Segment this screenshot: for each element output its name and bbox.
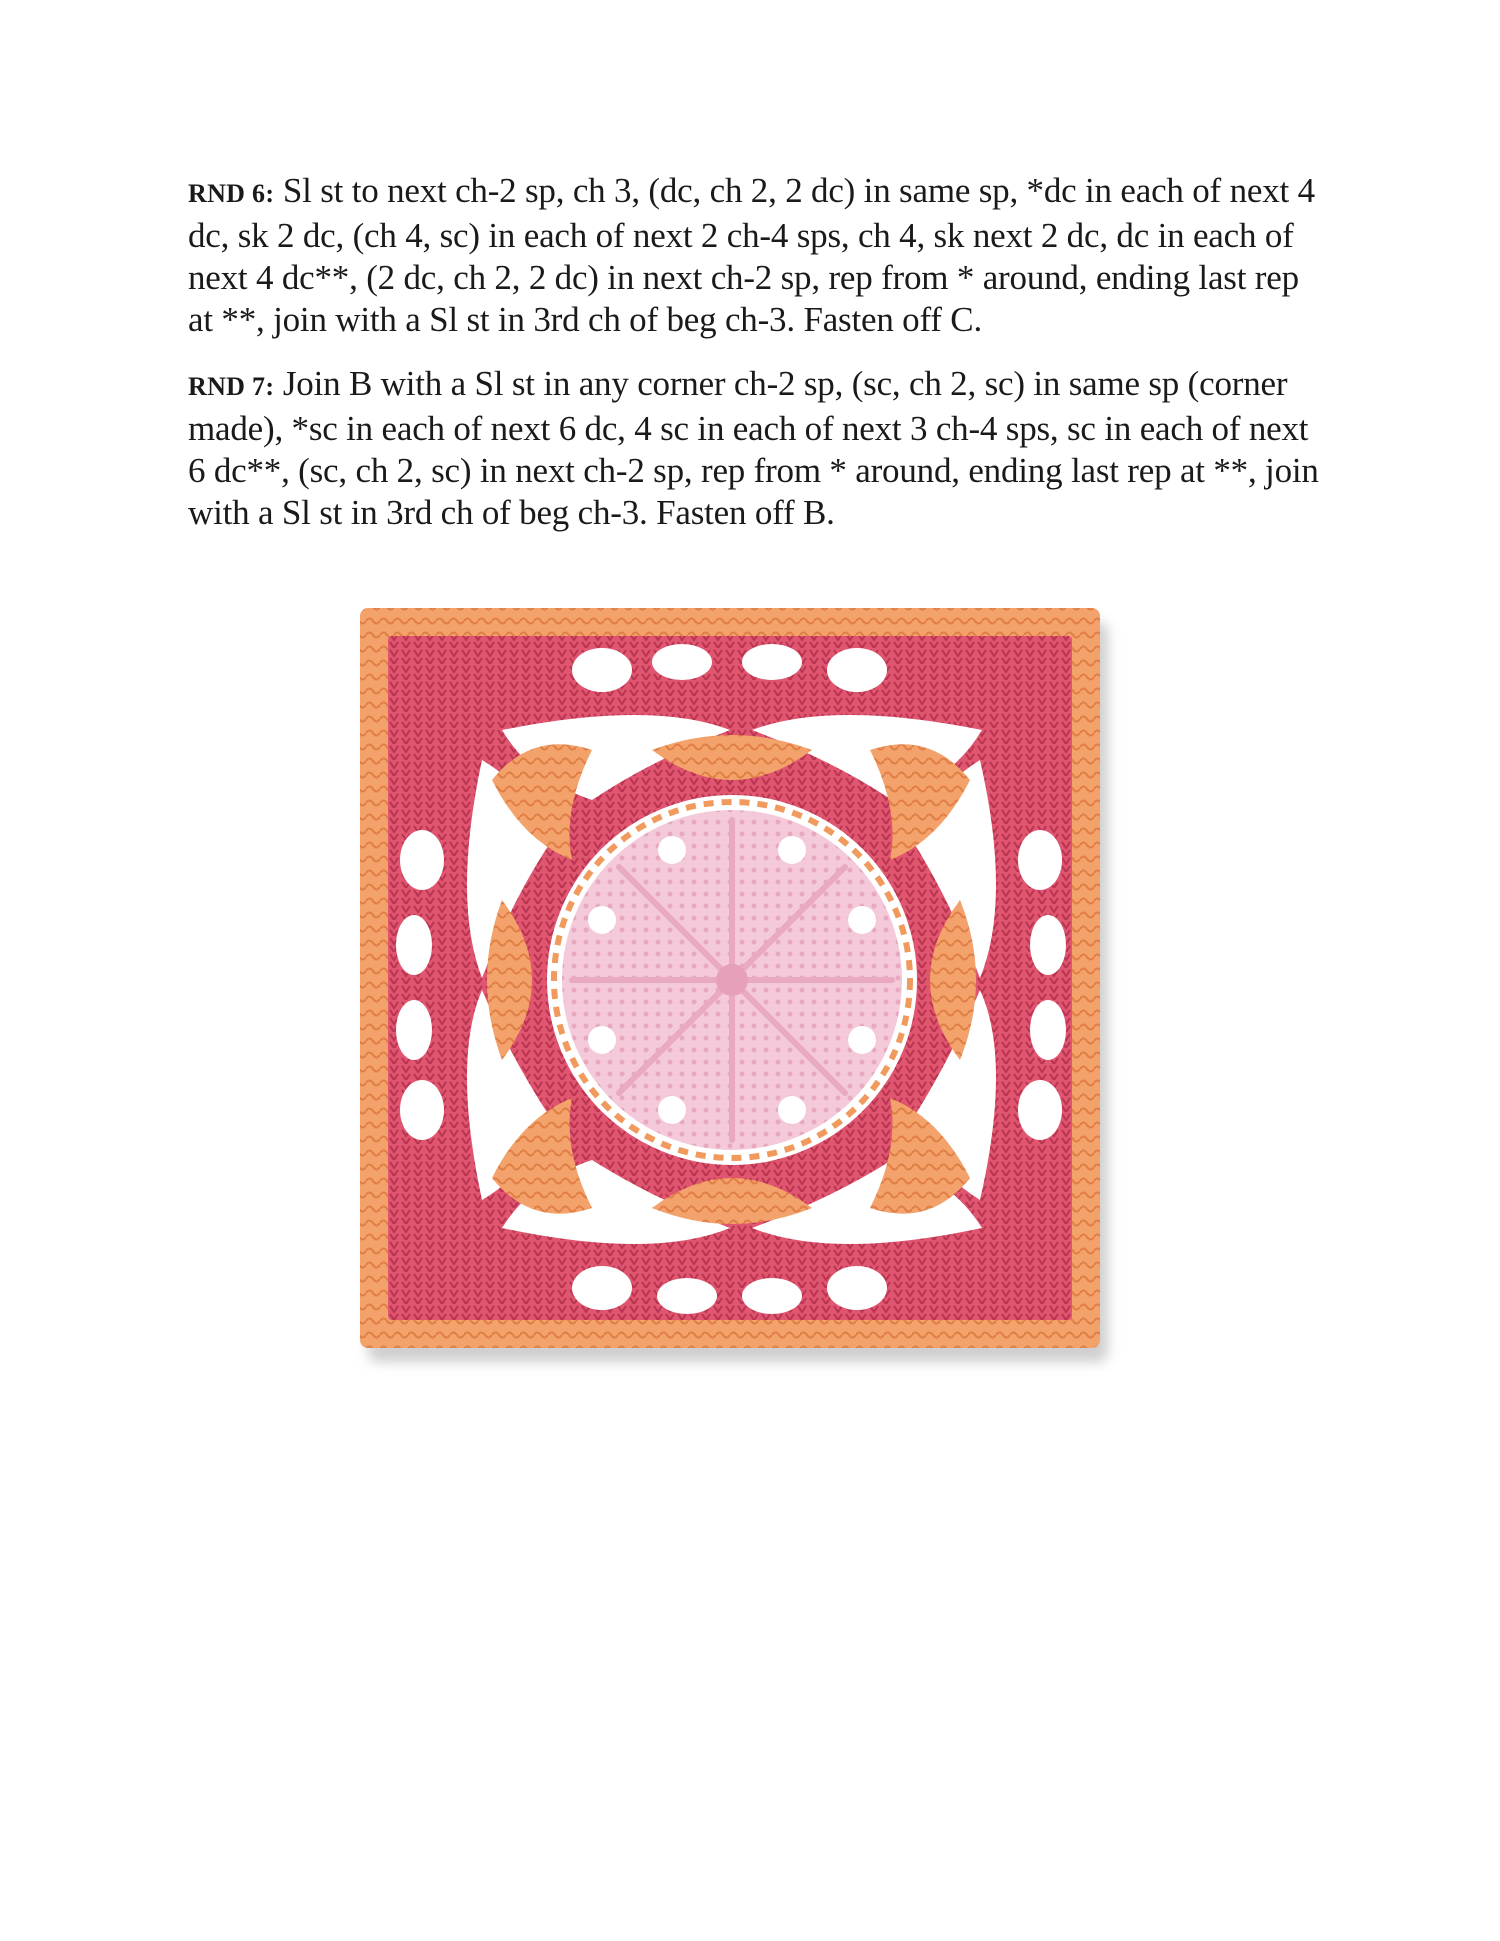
round-6-label: RND 6: xyxy=(188,179,275,208)
center-ring xyxy=(716,964,748,996)
round-6 xyxy=(188,170,1328,341)
instructions xyxy=(188,170,1328,556)
crochet-square-illustration xyxy=(352,600,1132,1380)
round-7 xyxy=(188,363,1328,534)
crochet-square-photo xyxy=(352,600,1132,1380)
round-7-text: Join B with a Sl st in any corner ch-2 sp, (sc, ch 2, sc) in same sp (corner made), *sc in each of next 6 dc, 4 sc in each of next 3 ch-4 sps, sc in each of next 6 dc**, (sc, ch 2, sc) in next ch-2 sp, rep from * around, ending last rep at **, join with a Sl st in 3rd ch of beg ch-3. Fasten off B. xyxy=(188,364,1319,532)
round-6-text: Sl st to next ch-2 sp, ch 3, (dc, ch 2, 2 dc) in same sp, *dc in each of next 4 dc, sk 2 dc, (ch 4, sc) in each of next 2 ch-4 sps, ch 4, sk next 2 dc, dc in each of next 4 dc**, (2 dc, ch 2, 2 dc) in next ch-2 sp, rep from * around, ending last rep at **, join with a Sl st in 3rd ch of beg ch-3. Fasten off C. xyxy=(188,171,1315,339)
round-7-label: RND 7: xyxy=(188,372,275,401)
